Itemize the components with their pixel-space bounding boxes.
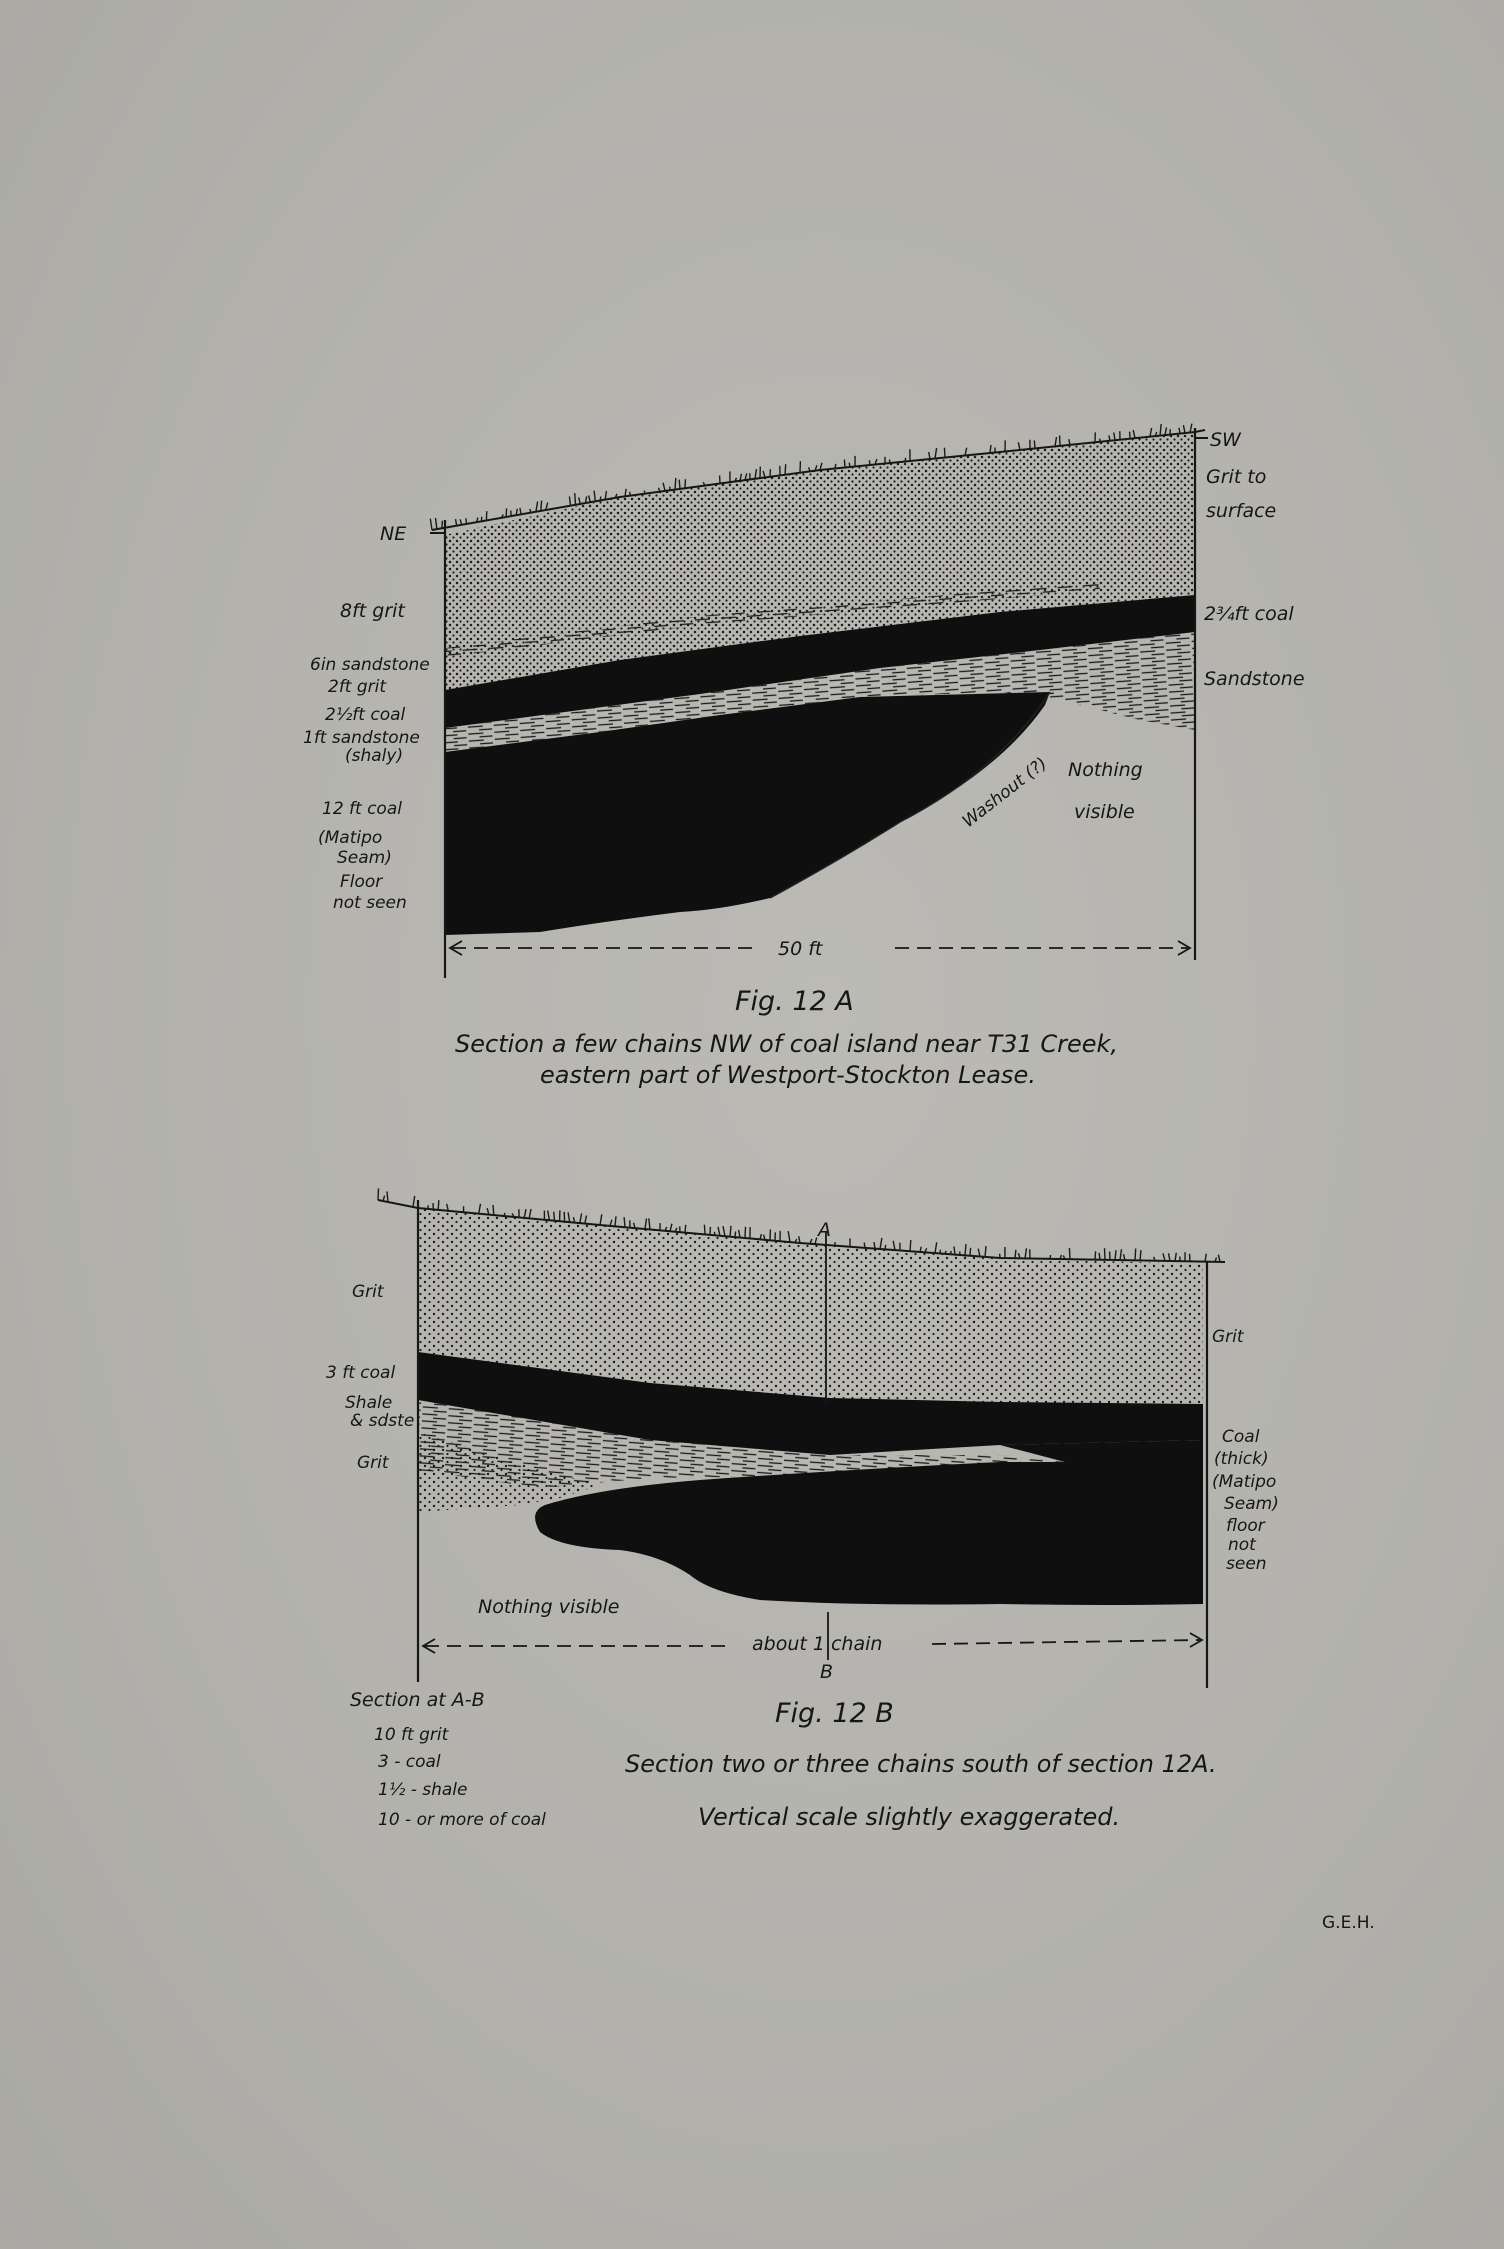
fig-a-nothing-label: Nothing [1068,759,1143,781]
fig-b-section-item-2: 1½ - shale [378,1780,468,1800]
fig-b-marker-top: A [818,1219,831,1241]
fig-b-left-label-0: Grit [352,1282,384,1302]
fig-a-left-label-10: not seen [333,893,407,913]
fig-a-right-label-0: Grit to [1206,466,1267,488]
fig-b-right-label-0: Grit [1212,1327,1244,1347]
fig-b-marker-bottom: B [820,1661,834,1683]
fig-a-right-label-2: 2¾ft coal [1204,603,1294,625]
fig-a-left-label-2: 2ft grit [328,677,387,697]
fig-b-left-label-4: Grit [357,1453,389,1473]
fig-b-section-item-1: 3 - coal [378,1752,441,1772]
fig-b-nothing-visible: Nothing visible [478,1596,620,1618]
fig-12a-section [430,424,1208,978]
author-signature: G.E.H. [1322,1913,1375,1933]
fig-a-dir-left: NE [380,523,407,545]
fig-a-left-label-5: (shaly) [345,746,404,766]
fig-b-section-item-3: 10 - or more of coal [378,1810,546,1830]
fig-a-right-label-3: Sandstone [1204,668,1305,690]
fig-a-caption-2: eastern part of Westport-Stockton Lease. [540,1061,1036,1089]
fig-a-scale-label: 50 ft [778,938,823,960]
fig-a-left-label-9: Floor [340,872,383,892]
fig-a-left-label-8: Seam) [337,848,392,868]
fig-a-caption-1: Section a few chains NW of coal island near T31 Creek, [455,1030,1118,1058]
fig-a-title: Fig. 12 A [735,986,854,1017]
fig-a-left-label-4: 1ft sandstone [303,728,420,748]
fig-b-left-label-3: & sdste [350,1411,415,1431]
fig-b-section-item-0: 10 ft grit [374,1725,449,1745]
fig-b-right-label-7: seen [1226,1554,1267,1574]
fig-b-right-label-3: (Matipo [1212,1472,1277,1492]
fig-b-left-label-1: 3 ft coal [326,1363,396,1383]
fig-b-right-label-2: (thick) [1214,1449,1269,1469]
fig-a-right-label-1: surface [1206,500,1277,522]
fig-b-right-label-1: Coal [1222,1427,1260,1447]
fig-b-right-label-5: floor [1226,1516,1265,1536]
fig-b-title: Fig. 12 B [775,1698,894,1729]
fig-a-left-label-1: 6in sandstone [310,655,430,675]
fig-a-left-label-3: 2½ft coal [325,705,406,725]
fig-a-left-label-0: 8ft grit [340,600,405,622]
fig-b-scale-label: about 1 chain [752,1633,883,1655]
fig-a-dir-right: SW [1210,429,1241,451]
fig-a-left-label-7: (Matipo [318,828,383,848]
fig-a-visible-label: visible [1074,801,1135,823]
fig-b-left-label-2: Shale [345,1393,393,1413]
fig-b-right-label-6: not [1228,1535,1256,1555]
fig-b-caption-1: Section two or three chains south of section 12A. [625,1750,1217,1778]
fig-b-right-label-4: Seam) [1224,1494,1279,1514]
fig-b-section-title: Section at A-B [350,1689,485,1711]
fig-b-caption-2: Vertical scale slightly exaggerated. [698,1803,1121,1831]
fig-a-washout-label: Washout (?) [958,753,1052,832]
fig-a-left-label-6: 12 ft coal [322,799,402,819]
